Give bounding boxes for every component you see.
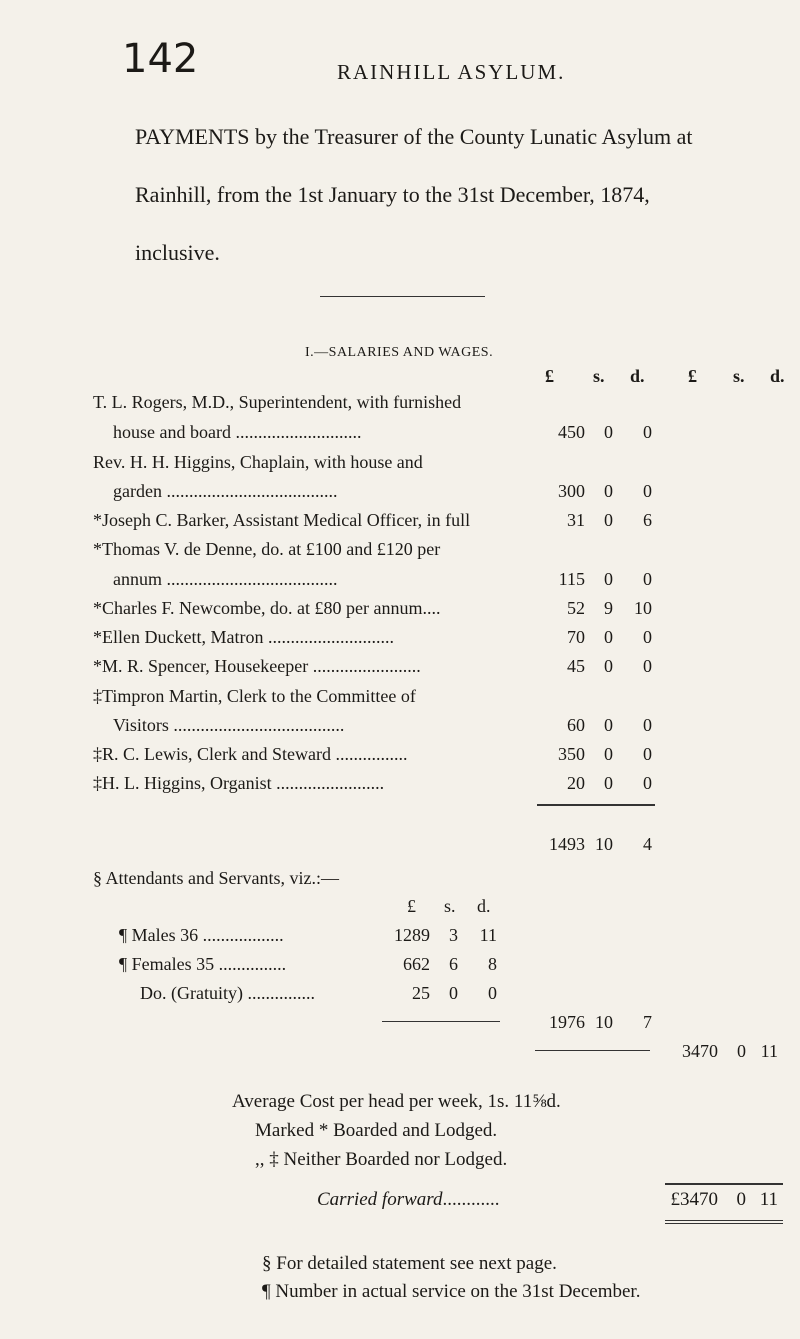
- salary-row-pounds: 115: [558, 569, 585, 589]
- footnote-number: ¶ Number in actual service on the 31st December.: [262, 1281, 641, 1302]
- carried-forward-label: Carried forward: [317, 1189, 443, 1210]
- salary-row-label: ‡H. L. Higgins, Organist ........................: [93, 773, 385, 793]
- salary-row-shillings: 0: [604, 773, 613, 793]
- carried-forward-line: [317, 1189, 499, 1211]
- attendants-sum-rule: [382, 1021, 500, 1022]
- grand-total-pounds: 3470: [682, 1041, 718, 1061]
- footnote-section: § For detailed statement see next page.: [262, 1253, 557, 1274]
- attendants-row-pounds: 25: [412, 983, 430, 1003]
- salary-row-label: *Ellen Duckett, Matron ............................: [93, 627, 394, 647]
- attendants-total-pounds: 1976: [549, 1012, 585, 1032]
- carried-forward-amount: £3470: [670, 1189, 718, 1210]
- attendants-total-shillings: 10: [595, 1012, 613, 1032]
- salary-total-shillings: 10: [595, 834, 613, 854]
- title-rule: [320, 296, 485, 297]
- attendants-row-pounds: 1289: [394, 925, 430, 945]
- salary-row-label: Rev. H. H. Higgins, Chaplain, with house and: [93, 452, 423, 472]
- salary-row-shillings: 9: [604, 598, 613, 618]
- salary-row-pounds: 20: [567, 773, 585, 793]
- salary-subtotal-rule: [537, 804, 655, 806]
- col1-shillings-header: s.: [593, 366, 605, 386]
- attendants-row-label: ¶ Females 35 ...............: [119, 954, 287, 974]
- page-number: 142: [122, 36, 199, 82]
- carried-bottom-rule-2: [665, 1223, 783, 1224]
- carried-bottom-rule-1: [665, 1220, 783, 1221]
- section-heading: I.—SALARIES AND WAGES.: [305, 345, 494, 360]
- attendants-total-pence: 7: [643, 1012, 652, 1032]
- salary-row-pounds: 70: [567, 627, 585, 647]
- salary-row-shillings: 0: [604, 481, 613, 501]
- carried-forward-dots: ............: [442, 1189, 500, 1210]
- salary-row-pence: 10: [634, 598, 652, 618]
- col2-shillings-header: s.: [733, 366, 745, 386]
- attendants-pounds-header: £: [407, 896, 416, 916]
- salary-row-shillings: 0: [604, 627, 613, 647]
- salary-row-label: Visitors ......................................: [113, 715, 345, 735]
- grand-total-pence: 11: [760, 1041, 778, 1061]
- salary-row-pence: 0: [643, 773, 652, 793]
- salary-total-pounds: 1493: [549, 834, 585, 854]
- salary-row-shillings: 0: [604, 569, 613, 589]
- salary-row-label: annum ......................................: [113, 569, 338, 589]
- salary-row-pence: 0: [643, 422, 652, 442]
- col2-pence-header: d.: [770, 366, 785, 386]
- salary-row-shillings: 0: [604, 715, 613, 735]
- attendants-row-pence: 11: [479, 925, 497, 945]
- salary-row-label: garden ......................................: [113, 481, 338, 501]
- salary-row-label: ‡R. C. Lewis, Clerk and Steward ................: [93, 744, 408, 764]
- attendants-pence-header: d.: [477, 896, 491, 916]
- salary-row-pence: 0: [643, 715, 652, 735]
- salary-row-pounds: 450: [558, 422, 585, 442]
- salary-row-shillings: 0: [604, 422, 613, 442]
- salary-row-label: *Thomas V. de Denne, do. at £100 and £120 per: [93, 539, 441, 559]
- carried-forward-shillings: 0: [736, 1189, 746, 1210]
- salary-row-shillings: 0: [604, 656, 613, 676]
- attendants-row-label: Do. (Gratuity) ...............: [140, 983, 315, 1003]
- salary-row-pounds: 350: [558, 744, 585, 764]
- attendants-row-shillings: 0: [449, 983, 458, 1003]
- salary-row-label: ‡Timpron Martin, Clerk to the Committee of: [93, 686, 416, 706]
- attendants-row-shillings: 6: [449, 954, 458, 974]
- average-cost-note: Average Cost per head per week, 1s. 11⅝d.: [232, 1091, 561, 1112]
- salary-row-pounds: 60: [567, 715, 585, 735]
- salary-row-pence: 0: [643, 744, 652, 764]
- salary-row-label: *Charles F. Newcombe, do. at £80 per annum....: [93, 598, 441, 618]
- grand-sum-rule: [535, 1050, 650, 1051]
- boarded-note: Marked * Boarded and Lodged.: [255, 1120, 498, 1141]
- salary-row-pence: 6: [643, 510, 652, 530]
- salary-row-pounds: 52: [567, 598, 585, 618]
- salary-row-label: T. L. Rogers, M.D., Superintendent, with furnished: [93, 392, 462, 412]
- col1-pounds-header: £: [545, 366, 554, 386]
- salary-row-label: *M. R. Spencer, Housekeeper ........................: [93, 656, 421, 676]
- salary-row-pence: 0: [643, 627, 652, 647]
- attendants-row-pence: 8: [488, 954, 497, 974]
- attendants-row-label: ¶ Males 36 ..................: [119, 925, 284, 945]
- col1-pence-header: d.: [630, 366, 645, 386]
- attendants-heading: § Attendants and Servants, viz.:—: [93, 868, 339, 888]
- grand-total-shillings: 0: [737, 1041, 746, 1061]
- salary-row-shillings: 0: [604, 744, 613, 764]
- attendants-shillings-header: s.: [444, 896, 456, 916]
- running-head: RAINHILL ASYLUM.: [337, 60, 566, 84]
- not-boarded-note: ,, ‡ Neither Boarded nor Lodged.: [255, 1149, 508, 1170]
- attendants-row-shillings: 3: [449, 925, 458, 945]
- salary-total-pence: 4: [643, 834, 652, 854]
- col2-pounds-header: £: [688, 366, 697, 386]
- carried-forward-pence: 11: [759, 1189, 778, 1210]
- title-line-3: inclusive.: [135, 240, 220, 265]
- salary-row-shillings: 0: [604, 510, 613, 530]
- salary-row-pounds: 300: [558, 481, 585, 501]
- salary-row-pounds: 31: [567, 510, 585, 530]
- title-line-1: PAYMENTS by the Treasurer of the County Lunatic Asylum at: [135, 124, 693, 149]
- salary-row-pence: 0: [643, 481, 652, 501]
- title-line-2: Rainhill, from the 1st January to the 31st December, 1874,: [135, 182, 650, 207]
- salary-row-pence: 0: [643, 569, 652, 589]
- salary-row-label: *Joseph C. Barker, Assistant Medical Officer, in full: [93, 510, 471, 530]
- salary-row-label: house and board ............................: [113, 422, 362, 442]
- attendants-row-pence: 0: [488, 983, 497, 1003]
- salary-row-pounds: 45: [567, 656, 585, 676]
- attendants-row-pounds: 662: [403, 954, 430, 974]
- carried-top-rule: [665, 1183, 783, 1185]
- salary-row-pence: 0: [643, 656, 652, 676]
